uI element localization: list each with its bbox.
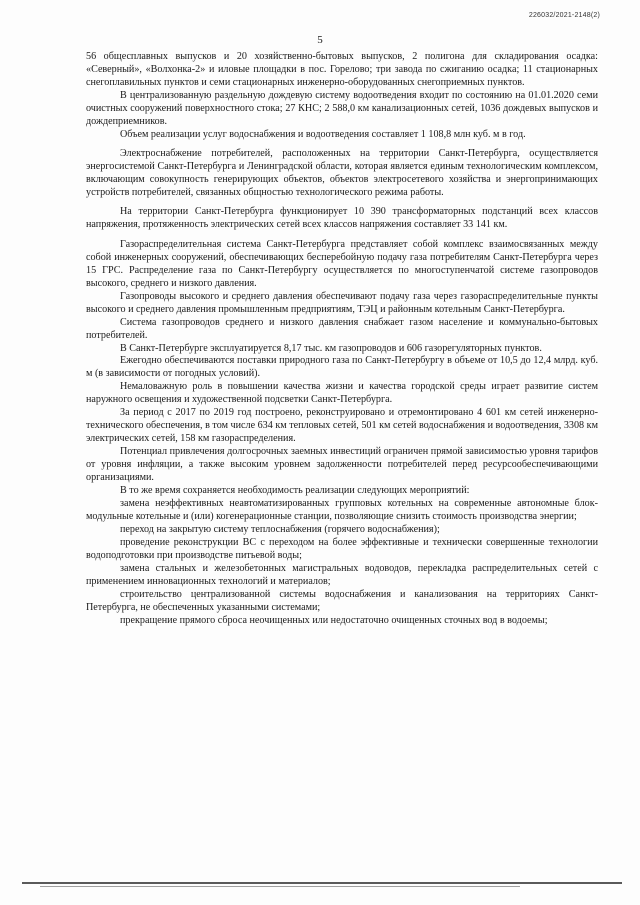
paragraph: Немаловажную роль в повышении качества жизни и качества городской среды играет развитие систем наружного освещения и художественной подсветки Санкт-Петербурга.: [86, 381, 598, 406]
paragraph: В централизованную раздельную дождевую систему водоотведения входит по состоянию на 01.01.2020 семи очистных сооружений поверхностного стока; 27 КНС; 2 588,0 км канализационных сетей, 1036 дождевых выпусков и дождеприемников.: [86, 89, 598, 127]
paragraph: Газораспределительная система Санкт-Петербурга представляет собой комплекс взаимосвязанных между собой инженерных сооружений, обеспечивающих бесперебойную подачу газа потребителям Санкт-Петербурга через 15 ГРС. Распределение газа по Санкт-Петербургу осуществляется по многоступенчатой системе газопроводов высокого, среднего и низкого давления.: [86, 238, 598, 289]
document-body: [86, 51, 598, 627]
paragraph: Ежегодно обеспечиваются поставки природного газа по Санкт-Петербургу в объеме от 10,5 до 12,4 млрд. куб. м (в зависимости от погодных условий).: [86, 355, 598, 380]
paragraph: В то же время сохраняется необходимость реализации следующих мероприятий:: [120, 485, 470, 496]
paragraph: За период с 2017 по 2019 год построено, реконструировано и отремонтировано 4 601 км сетей инженерно-технического обеспечения, в том числе 634 км тепловых сетей, 501 км сетей водоснабжения и водоотведения, 3308 км электрических сетей, 158 км газораспределения.: [86, 407, 598, 445]
paragraph: Газопроводы высокого и среднего давления обеспечивают подачу газа через газораспределительные пункты высокого и среднего давления промышленным предприятиям, ТЭЦ и районным котельным Санкт-Петербурга.: [86, 290, 598, 315]
document-id: 226032/2021-2148(2): [528, 12, 600, 19]
paragraph: Потенциал привлечения долгосрочных заемных инвестиций ограничен прямой зависимостью уровня тарифов от уровня инфляции, а также высоким уровнем задолженности потребителей перед ресурсообеспечивающими организациями.: [86, 446, 598, 484]
scan-edge-line: [40, 886, 520, 887]
paragraph: В Санкт-Петербурге эксплуатируется 8,17 тыс. км газопроводов и 606 газорегуляторных пунктов.: [120, 342, 542, 354]
list-item: переход на закрытую систему теплоснабжения (горячего водоснабжения);: [120, 523, 440, 535]
scan-edge-line: [22, 882, 622, 884]
list-item: замена неэффективных неавтоматизированных групповых котельных на современные автономные блок-модульные котельные и (или) когенерационные станции, позволяющие снизить стоимость производства энергии;: [86, 497, 598, 522]
list-item: строительство централизованной системы водоснабжения и канализования на территориях Санкт-Петербурга, не обеспеченных указанными системами;: [86, 588, 598, 613]
paragraph: Система газопроводов среднего и низкого давления снабжает газом население и коммунально-бытовых потребителей.: [86, 316, 598, 341]
paragraph: На территории Санкт-Петербурга функционирует 10 390 трансформаторных подстанций всех классов напряжения, протяженность электрических сетей всех классов напряжения составляет 33 141 км.: [86, 206, 598, 231]
paragraph: Объем реализации услуг водоснабжения и водоотведения составляет 1 108,8 млн куб. м в год.: [120, 128, 526, 140]
paragraph: 56 общесплавных выпусков и 20 хозяйственно-бытовых выпусков, 2 полигона для складирования осадка: «Северный», «Волхонка-2» и иловые площадки в пос. Горелово; три завода по сжиганию осадка; 11 стационарных снегоплавильных пунктов и семи стационарных инженерно-оборудованных снегоприемных пунктов.: [86, 51, 598, 88]
list-item: проведение реконструкции ВС с переходом на более эффективные и технически совершенные технологии водоподготовки при производстве питьевой воды;: [86, 536, 598, 561]
list-item: прекращение прямого сброса неочищенных или недостаточно очищенных сточных вод в водоемы;: [120, 614, 548, 626]
list-item: замена стальных и железобетонных магистральных водоводов, перекладка распределительных сетей с применением инновационных технологий и материалов;: [86, 562, 598, 587]
page-number: 5: [317, 34, 323, 46]
paragraph: Электроснабжение потребителей, расположенных на территории Санкт-Петербурга, осуществляется энергосистемой Санкт-Петербурга и Ленинградской области, которая является единым технологическим комплексом, включающим совокупность генерирующих объектов, объектов электросетевого хозяйства и энергопринимающих устройств потребителей, связанных общностью технологического режима работы.: [86, 148, 598, 199]
